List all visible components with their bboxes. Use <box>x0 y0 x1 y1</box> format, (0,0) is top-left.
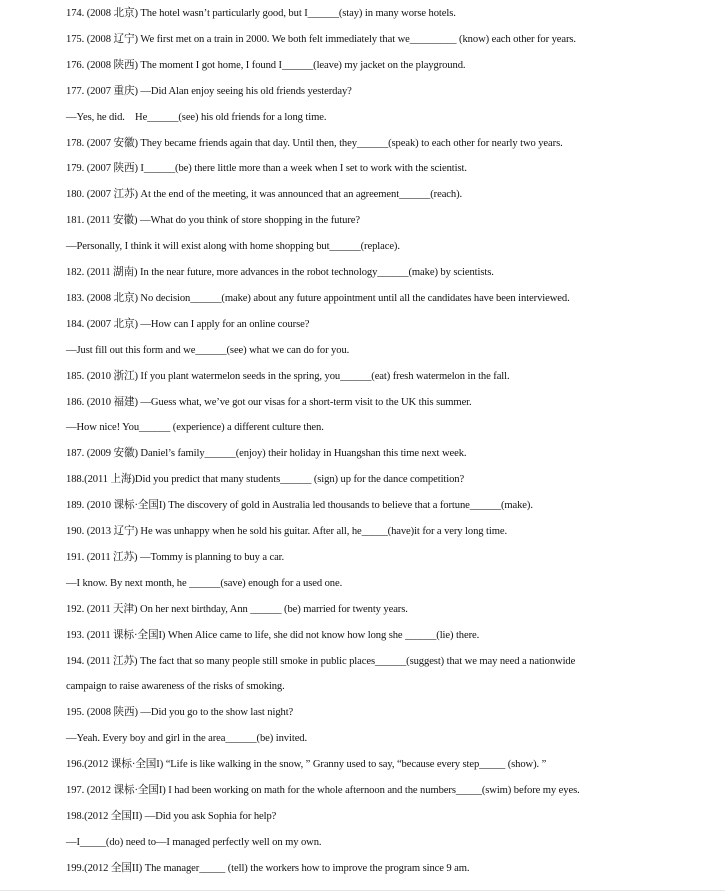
text-line <box>66 655 575 669</box>
line-text: 197. (2012 课标·全国I) I had been working on math for the whole afternoon and the numbers_____(swim) before my eyes. <box>66 785 580 796</box>
text-line <box>66 59 465 73</box>
text-line <box>66 499 533 513</box>
line-text: —I_____(do) need to—I managed perfectly well on my own. <box>66 836 322 848</box>
text-line <box>66 396 472 410</box>
text-line <box>66 447 466 461</box>
line-text: —Yeah. Every boy and girl in the area______(be) invited. <box>66 733 308 745</box>
line-text: campaign to raise awareness of the risks of smoking. <box>66 681 285 693</box>
text-line <box>66 551 284 565</box>
text-line <box>66 810 276 824</box>
line-text: —Yes, he did. He______(see) his old friends for a long time. <box>66 111 327 123</box>
text-line <box>66 162 467 176</box>
text-line <box>66 629 479 643</box>
line-text: 183. (2008 北京) No decision______(make) about any future appointment until all the candidates have been interviewed. <box>66 292 570 304</box>
text-line <box>66 240 400 254</box>
line-text: 199.(2012 全国II) The manager_____ (tell) the workers how to improve the program since 9 am. <box>66 862 470 874</box>
line-text: 180. (2007 江苏) At the end of the meeting, it was announced that an agreement______(reach). <box>66 189 463 201</box>
text-line <box>66 784 580 798</box>
text-line <box>66 7 456 21</box>
line-text: —Just fill out this form and we______(see) what we can do for you. <box>66 344 350 356</box>
line-text: 185. (2010 浙江) If you plant watermelon seeds in the spring, you______(eat) fresh watermelon in the fall. <box>66 370 510 382</box>
line-text: 175. (2008 辽宁) We first met on a train in 2000. We both felt immediately that we_________ (know) each other for years. <box>66 33 576 45</box>
line-text: 177. (2007 重庆) —Did Alan enjoy seeing his old friends yesterday? <box>66 85 352 97</box>
line-text: 192. (2011 天津) On her next birthday, Ann ______ (be) married for twenty years. <box>66 603 408 615</box>
text-line <box>66 292 570 306</box>
text-line <box>66 706 293 720</box>
line-text: —Personally, I think it will exist along with home shopping but______(replace). <box>66 241 400 253</box>
text-line <box>66 188 462 202</box>
text-line <box>66 344 349 358</box>
line-text: 189. (2010 课标·全国I) The discovery of gold in Australia led thousands to believe that a fortune______(make). <box>66 500 533 512</box>
line-text: 179. (2007 陕西) I______(be) there little more than a week when I set to work with the scientist. <box>66 163 467 175</box>
text-line <box>66 836 321 850</box>
text-line <box>66 473 464 487</box>
text-line <box>66 214 360 228</box>
text-line <box>66 318 309 332</box>
text-line <box>66 111 326 125</box>
text-line <box>66 603 408 617</box>
line-text: 196.(2012 课标·全国I) “Life is like walking in the snow, ” Granny used to say, “because every step_____ (show). ” <box>66 759 547 771</box>
line-text: —I know. By next month, he ______(save) enough for a used one. <box>66 577 343 589</box>
line-text: 184. (2007 北京) —How can I apply for an online course? <box>66 318 310 330</box>
text-line <box>66 680 285 694</box>
line-text: 194. (2011 江苏) The fact that so many people still smoke in public places______(suggest) that we may need a nationwide <box>66 655 576 667</box>
line-text: 176. (2008 陕西) The moment I got home, I found I______(leave) my jacket on the playground. <box>66 59 466 71</box>
line-text: 182. (2011 湖南) In the near future, more advances in the robot technology______(make) by scientists. <box>66 267 494 278</box>
text-line <box>66 370 510 384</box>
text-line <box>66 758 546 772</box>
text-line <box>66 85 352 99</box>
text-line <box>66 862 469 876</box>
page-bottom-rule <box>0 890 725 891</box>
line-text: 188.(2011 上海)Did you predict that many students______ (sign) up for the dance competition? <box>66 474 465 486</box>
line-text: 195. (2008 陕西) —Did you go to the show last night? <box>66 707 294 719</box>
text-line <box>66 732 307 746</box>
text-line <box>66 577 342 591</box>
line-text: 174. (2008 北京) The hotel wasn’t particularly good, but I______(stay) in many worse hotels. <box>66 8 456 19</box>
line-text: 190. (2013 辽宁) He was unhappy when he sold his guitar. After all, he_____(have)it for a very long time. <box>66 526 508 537</box>
line-text: 191. (2011 江苏) —Tommy is planning to buy a car. <box>66 551 285 563</box>
text-line <box>66 525 507 539</box>
line-text: 198.(2012 全国II) —Did you ask Sophia for help? <box>66 810 277 822</box>
text-line <box>66 33 576 47</box>
text-line <box>66 266 494 280</box>
line-text: 181. (2011 安徽) —What do you think of store shopping in the future? <box>66 215 360 227</box>
line-text: 187. (2009 安徽) Daniel’s family______(enjoy) their holiday in Huangshan this time next week. <box>66 448 467 460</box>
line-text: —How nice! You______ (experience) a different culture then. <box>66 422 324 434</box>
line-text: 178. (2007 安徽) They became friends again that day. Until then, they______(speak) to each other for nearly two years. <box>66 137 563 149</box>
text-line <box>66 421 324 435</box>
text-line <box>66 137 563 151</box>
line-text: 186. (2010 福建) —Guess what, we’ve got our visas for a short-term visit to the UK this summer. <box>66 396 472 408</box>
line-text: 193. (2011 课标·全国I) When Alice came to life, she did not know how long she ______(lie) there. <box>66 629 480 641</box>
